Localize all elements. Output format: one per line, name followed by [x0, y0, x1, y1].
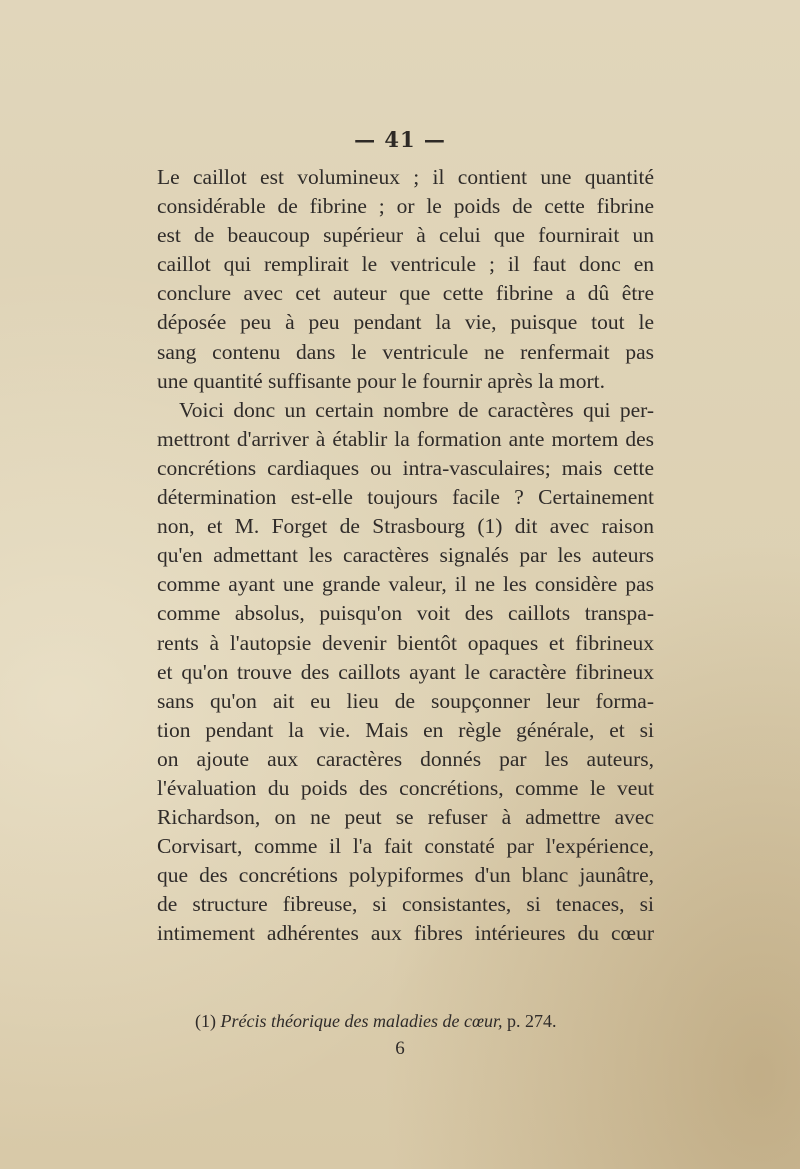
- text-line: déposée peu à peu pendant la vie, puisque tout le: [157, 310, 654, 335]
- text-line: qu'en admettant les caractères signalés par les auteurs: [157, 543, 654, 568]
- text-line: tion pendant la vie. Mais en règle générale, et si: [157, 717, 654, 742]
- text-line: Corvisart, comme il l'a fait constaté par l'expérience,: [157, 834, 654, 859]
- text-line: comme absolus, puisqu'on voit des caillots transpa-: [157, 601, 654, 626]
- footnote-page: p. 274.: [506, 1011, 557, 1031]
- text-line: rents à l'autopsie devenir bientôt opaques et fibrineux: [157, 630, 654, 655]
- text-line: que des concrétions polypiformes d'un blanc jaunâtre,: [157, 863, 654, 888]
- text-line: caillot qui remplirait le ventricule ; il faut donc en: [157, 252, 654, 277]
- text-line: l'évaluation du poids des concrétions, comme le veut: [157, 775, 654, 800]
- text-line: comme ayant une grande valeur, il ne les considère pas: [157, 572, 654, 597]
- body-text: [157, 163, 654, 949]
- text-line: mettront d'arriver à établir la formation ante mortem des: [157, 426, 654, 451]
- text-line: est de beaucoup supérieur à celui que fournirait un: [157, 223, 654, 248]
- text-line: sang contenu dans le ventricule ne renfermait pas: [157, 339, 654, 364]
- text-line: de structure fibreuse, si consistantes, si tenaces, si: [157, 892, 654, 917]
- text-line: non, et M. Forget de Strasbourg (1) dit avec raison: [157, 514, 654, 539]
- text-line: Richardson, on ne peut se refuser à admettre avec: [157, 805, 654, 830]
- footnote: [195, 1011, 556, 1032]
- text-line: Le caillot est volumineux ; il contient une quantité: [157, 165, 654, 189]
- text-line: concrétions cardiaques ou intra-vasculaires; mais cette: [157, 455, 654, 480]
- text-line: intimement adhérentes aux fibres intérieures du cœur: [157, 921, 654, 946]
- page-number: — 41 —: [354, 127, 446, 152]
- text-line: sans qu'on ait eu lieu de soupçonner leur forma-: [157, 688, 654, 713]
- signature-mark: 6: [395, 1038, 405, 1059]
- text-line: Voici donc un certain nombre de caractères qui per-: [179, 397, 654, 422]
- footnote-marker: (1): [195, 1011, 216, 1031]
- text-line: une quantité suffisante pour le fournir après la mort.: [157, 368, 605, 393]
- footnote-text: Précis théorique des maladies de cœur,: [220, 1011, 503, 1031]
- text-line: considérable de fibrine ; or le poids de cette fibrine: [157, 194, 654, 219]
- text-line: détermination est-elle toujours facile ? Certainement: [157, 485, 654, 510]
- text-line: on ajoute aux caractères donnés par les auteurs,: [157, 746, 654, 771]
- text-line: et qu'on trouve des caillots ayant le caractère fibrineux: [157, 659, 654, 684]
- text-line: conclure avec cet auteur que cette fibrine a dû être: [157, 281, 654, 306]
